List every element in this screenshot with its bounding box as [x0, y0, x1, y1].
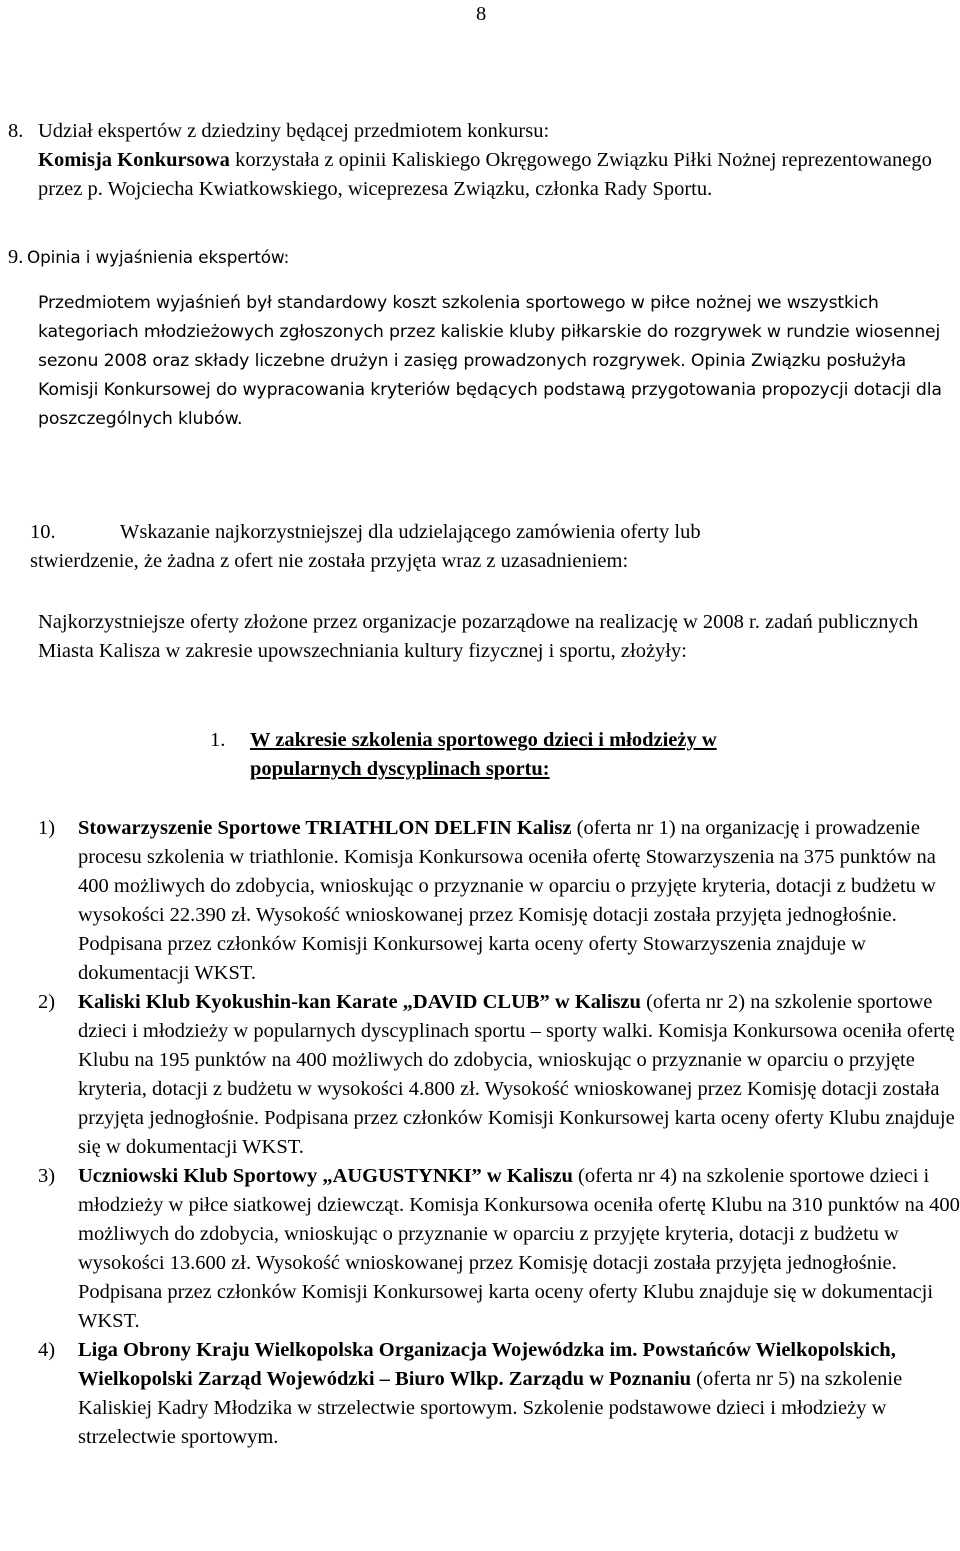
list-item-organization: Uczniowski Klub Sportowy „AUGUSTYNKI” w Kaliszu: [78, 1165, 573, 1187]
section-10-title-line-2: stwierdzenie, że żadna z ofert nie została przyjęta wraz z uzasadnieniem:: [30, 550, 629, 572]
section-9-number: 9.: [8, 246, 24, 268]
list-item-organization: Stowarzyszenie Sportowe TRIATHLON DELFIN Kalisz: [78, 817, 572, 839]
subsection-heading-row: [210, 726, 910, 755]
section-9-title: Opinia i wyjaśnienia ekspertów:: [27, 247, 290, 267]
section-10-paragraph: Najkorzystniejsze oferty złożone przez organizacje pozarządowe na realizację w 2008 r. zadań publicznych Miasta Kalisza w zakresie upowszechniania kultury fizycznej i sportu, złożyły:: [38, 611, 919, 662]
list-item-text: [78, 988, 960, 1162]
list-item-marker: 2): [38, 991, 56, 1013]
section-10-title-line-1: Wskazanie najkorzystniejszej dla udzielającego zamówienia oferty lub: [120, 521, 701, 543]
section-8-bold-lead: Komisja Konkursowa: [38, 149, 230, 171]
list-item-description: (oferta nr 2) na szkolenie sportowe dzieci i młodzieży w popularnych dyscyplinach sportu – sporty walki. Komisja Konkursowa oceniła ofertę Klubu na 195 punktów na 400 możliwych do zdobycia, wnioskując o przyznanie w oparciu o przyjęte kryteria, dotacji z budżetu w wysokości 4.800 zł. Wysokość wnioskowanej przez Komisję dotacji została przyjęta jednogłośnie. Podpisana przez członków Komisji Konkursowej karta oceny oferty Klubu znajduje się w dokumentacji WKST.: [78, 991, 955, 1158]
list-item-description: (oferta nr 5) na szkolenie Kaliskiej Kadry Młodzika w strzelectwie sportowym. Szkolenie podstawowe dzieci i młodzieży w strzelectwie sportowym.: [78, 1368, 903, 1448]
subsection-title-line-2: popularnych dyscyplinach sportu:: [250, 758, 550, 780]
list-item-marker: 1): [38, 817, 56, 839]
list-item-organization: Liga Obrony Kraju Wielkopolska Organizacja Wojewódzka im. Powstańców Wielkopolskich, Wielkopolski Zarząd Wojewódzki – Biuro Wlkp. Zarządu w Poznaniu: [78, 1339, 896, 1390]
list-item-text: [78, 1162, 960, 1336]
list-item-description: (oferta nr 4) na szkolenie sportowe dzieci i młodzieży w piłce siatkowej dziewcząt. Komisja Konkursowa oceniła ofertę Klubu na 310 punktów na 400 możliwych do zdobycia, wnioskując o przyznanie w oparciu z przyjęte kryteria, dotacji z budżetu w wysokości 13.600 zł. Wysokość wnioskowanej przez Komisję dotacji została przyjęta jednogłośnie. Podpisana przez członków Komisji Konkursowej karta oceny oferty Klubu znajduje się w dokumentacji WKST.: [78, 1165, 960, 1332]
section-10: [30, 518, 960, 576]
page-number: 8: [476, 3, 487, 25]
list-item-text: [78, 814, 960, 988]
section-10-heading-line-1: [30, 518, 960, 547]
section-8-text: korzystała z opinii Kaliskiego Okręgowego Związku Piłki Nożnej reprezentowanego przez p. Wojciecha Kwiatkowskiego, wiceprezesa Związku, członka Rady Sportu.: [38, 149, 932, 200]
subsection-number: 1.: [210, 729, 226, 751]
section-8-heading: [8, 117, 960, 146]
list-item-organization: Kaliski Klub Kyokushin-kan Karate „DAVID CLUB” w Kaliszu: [78, 991, 641, 1013]
list-item: [38, 814, 960, 988]
list-item: [38, 1162, 960, 1336]
section-8-title: Udział ekspertów z dziedziny będącej przedmiotem konkursu:: [38, 120, 550, 142]
section-8-body: [8, 146, 960, 204]
list-item: [38, 988, 960, 1162]
list-item-marker: 3): [38, 1165, 56, 1187]
section-9: [8, 243, 960, 429]
list-item-description: (oferta nr 1) na organizację i prowadzenie procesu szkolenia w triathlonie. Komisja Konkursowa oceniła ofertę Stowarzyszenia na 375 punktów na 400 możliwych do zdobycia, wnioskując o przyznanie w oparciu o przyjęte kryteria, dotacji z budżetu w wysokości 22.390 zł. Wysokość wnioskowanej przez Komisję dotacji została przyjęta jednogłośnie. Podpisana przez członków Komisji Konkursowej karta oceny oferty Stowarzyszenia znajduje w dokumentacji WKST.: [78, 817, 936, 984]
offers-list: [38, 814, 960, 1452]
section-9-heading: [8, 243, 960, 272]
section-8: [8, 117, 960, 204]
section-8-number: 8.: [8, 120, 24, 142]
subsection-title-line-1: W zakresie szkolenia sportowego dzieci i młodzieży w: [250, 729, 717, 751]
subsection-title-line-2-wrap: [210, 755, 910, 784]
section-9-paragraph: Przedmiotem wyjaśnień był standardowy koszt szkolenia sportowego w piłce nożnej we wszystkich kategoriach młodzieżowych zgłoszonych przez kaliskie kluby piłkarskie do rozgrywek w rundzie wiosennej sezonu 2008 oraz składy liczebne drużyn i zasięg prowadzonych rozgrywek. Opinia Związku posłużyła Komisji Konkursowej do wypracowania kryteriów będących podstawą przygotowania propozycji dotacji dla poszczególnych klubów.: [38, 293, 942, 429]
list-item-marker: 4): [38, 1339, 56, 1361]
list-item: [38, 1336, 960, 1452]
subsection-heading: [210, 726, 910, 784]
section-10-number: 10.: [30, 521, 56, 543]
list-item-text: [78, 1336, 960, 1452]
